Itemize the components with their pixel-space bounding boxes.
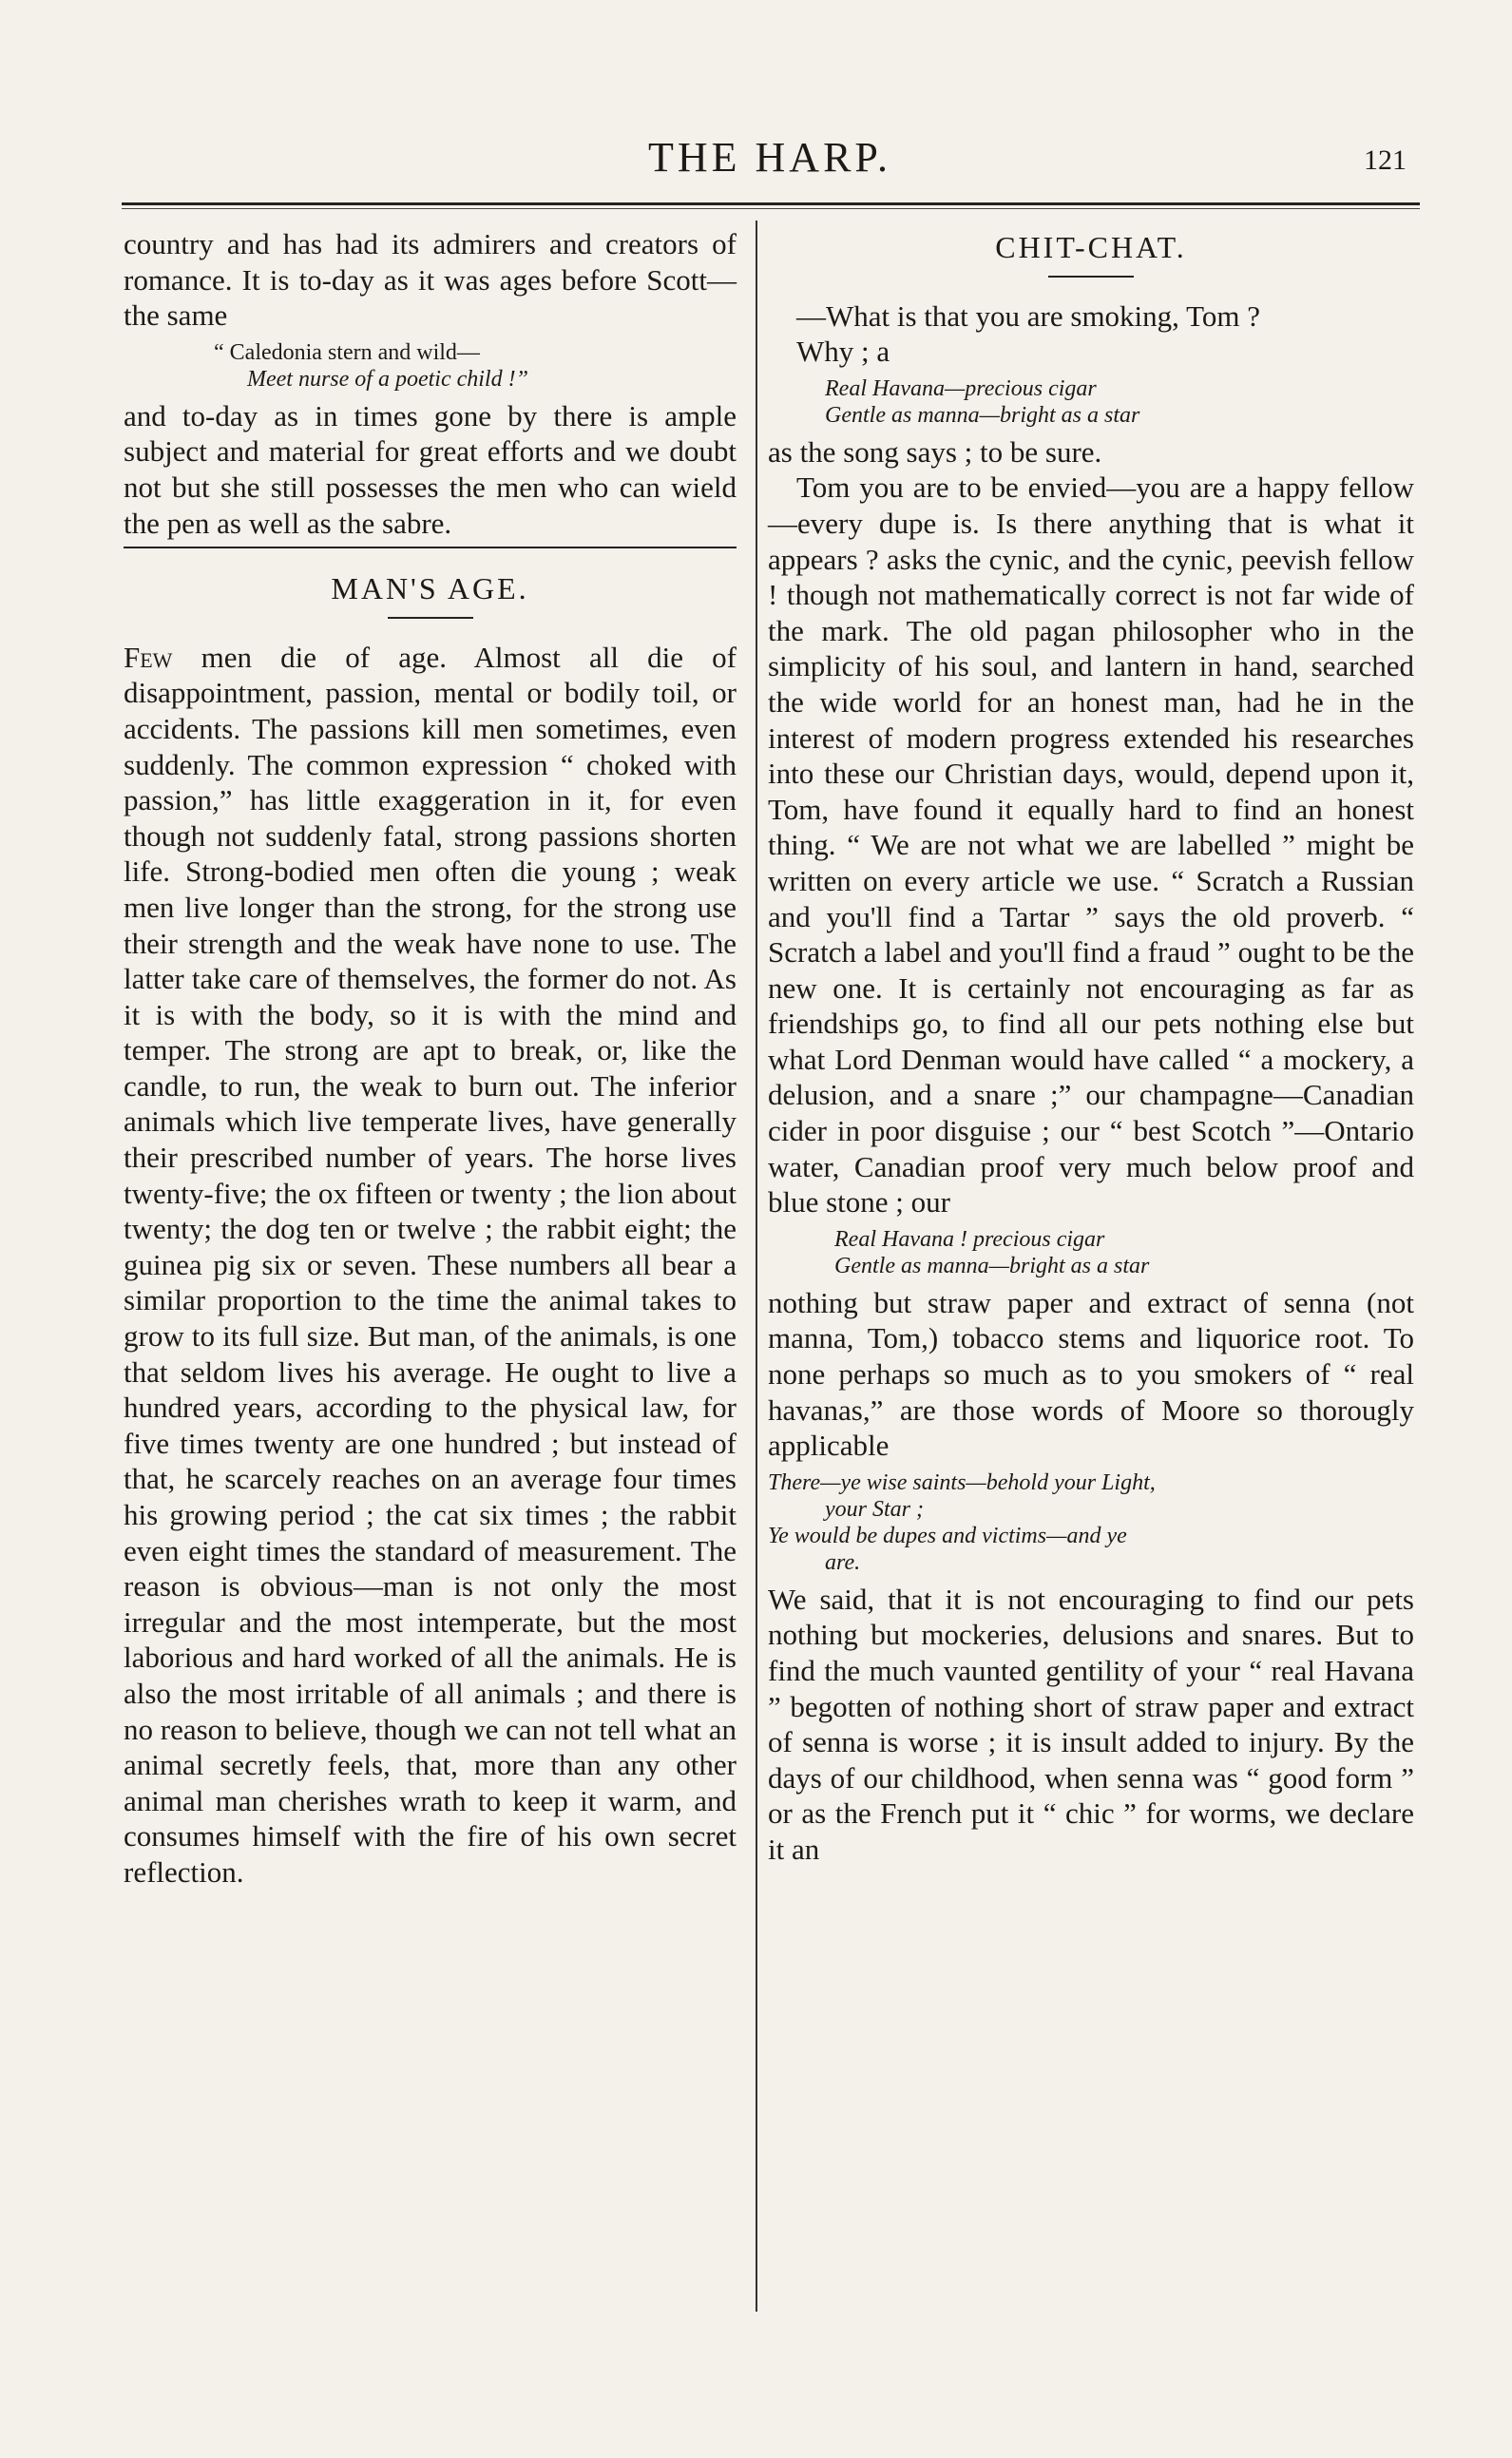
verse-line: your Star ; — [825, 1496, 924, 1522]
chit-para-2: as the song says ; to be sure. — [768, 434, 1102, 469]
left-column — [124, 226, 737, 1891]
intro-paragraph: country and has had its admirers and creators of romance. It is to-day as it was ages before Scott—the same — [124, 227, 737, 333]
verse-line: Ye would be dupes and victims—and ye — [768, 1523, 1127, 1548]
intro-paragraph-2: and to-day as in times gone by there is ample subject and material for great efforts and we doubt not but she still possesses the men who can wield the pen as well as the sabre. — [124, 398, 737, 540]
chit-para-4: nothing but straw paper and extract of senna (not manna, Tom,) tobacco stems and liquorice root. To none perhaps so much as to you smokers of “ real havanas,” are those words of Moore so thorougly applicable — [768, 1285, 1414, 1463]
verse-line: are. — [825, 1549, 861, 1575]
header-rule — [122, 202, 1420, 205]
section-title-mans-age: MAN'S AGE. — [331, 571, 529, 606]
verse-line: Meet nurse of a poetic child !” — [247, 366, 528, 392]
title-underline — [1048, 276, 1134, 278]
section-title-chit-chat: CHIT-CHAT. — [995, 230, 1187, 264]
header-rule-thin — [122, 208, 1420, 209]
chit-para-3: Tom you are to be envied—you are a happy fellow—every dupe is. Is there anything that is what it appears ? asks the cynic, and the cynic, peevish fellow ! though not mathematically correct is not far wide of the mark. The old pagan philosopher who in the simplicity of his soul, and lantern in hand, searched the wide world for an honest man, had he in the interest of modern progress extended his researches into these our Christian days, would, depend upon it, Tom, have found it equally hard to find an honest thing. “ We are not what we are labelled ” might be written on every article we use. “ Scratch a Russian and you'll find a Tartar ” says the old proverb. “ Scratch a label and you'll find a fraud ” ought to be the new one. It is certainly not encouraging as far as friendships go, to find all our pets nothing else but what Lord Denman would have called “ a mockery, a delusion, and a snare ;” our champagne—Canadian cider in poor disguise ; our “ best Scotch ”—Ontario water, Canadian proof very much below proof and blue stone ; our — [768, 470, 1414, 1219]
section-separator — [124, 547, 737, 548]
verse-caledonia — [124, 339, 737, 393]
verse-line: There—ye wise saints—behold your Light, — [768, 1469, 1156, 1495]
verse-havana-2 — [768, 1226, 1414, 1279]
verse-line: Gentle as manna—bright as a star — [825, 402, 1140, 428]
title-underline — [388, 617, 473, 619]
verse-moore — [768, 1469, 1414, 1576]
chit-para-1b: Why ; a — [796, 335, 890, 369]
verse-line: Real Havana—precious cigar — [825, 375, 1097, 401]
verse-havana-1 — [768, 375, 1414, 429]
verse-line: Gentle as manna—bright as a star — [834, 1253, 1150, 1278]
journal-title: THE HARP. — [647, 134, 892, 181]
verse-line: Real Havana ! precious cigar — [834, 1226, 1105, 1252]
verse-line: “ Caledonia stern and wild— — [214, 339, 480, 365]
page-number: 121 — [1364, 144, 1407, 176]
chit-para-5: We said, that it is not encouraging to find our pets nothing but mockeries, delusions and snares. But to find the much vaunted gentility of your “ real Havana ” begotten of nothing short of straw paper and extract of senna is worse ; it is insult added to injury. By the days of our childhood, when senna was “ good form ” or as the French put it “ chic ” for worms, we declare it an — [768, 1582, 1414, 1866]
drop-word: Few — [124, 640, 173, 674]
page-header — [124, 133, 1416, 190]
mans-age-body — [124, 640, 737, 1891]
column-divider — [756, 221, 757, 2312]
mans-age-text: men die of age. Almost all die of disappointment, passion, mental or bodily toil, or accidents. The passions kill men sometimes, even suddenly. The common expression “ choked with passion,” has little exaggeration in it, for even though not suddenly fatal, strong passions shorten life. Strong-bodied men often die young ; weak men live longer than the strong, for the strong use their strength and the weak have none to use. The latter take care of themselves, the former do not. As it is with the body, so it is with the mind and temper. The strong are apt to break, or, like the candle, to run, the weak to burn out. The inferior animals which live temperate lives, have generally their prescribed number of years. The horse lives twenty-five; the ox fifteen or twenty ; the lion about twenty; the dog ten or twelve ; the rabbit eight; the guinea pig six or seven. These numbers all bear a similar proportion to the time the animal takes to grow to its full size. But man, of the animals, is one that seldom lives his average. He ought to live a hundred years, according to the physical law, for five times twenty are one hundred ; but instead of that, he scarcely reaches on an average four times his growing period ; the cat six times ; the rabbit even eight times the standard of measurement. The reason is obvious—man is not only the most irregular and the most intemperate, but the most laborious and hard worked of all the animals. He is also the most irritable of all animals ; and there is no reason to believe, though we can not tell what an animal secretly feels, that, more than any other animal man cherishes wrath to keep it warm, and consumes himself with the fire of his own secret reflection. — [124, 640, 737, 1889]
right-column — [768, 226, 1414, 1868]
chit-para-1: —What is that you are smoking, Tom ? — [796, 298, 1261, 333]
